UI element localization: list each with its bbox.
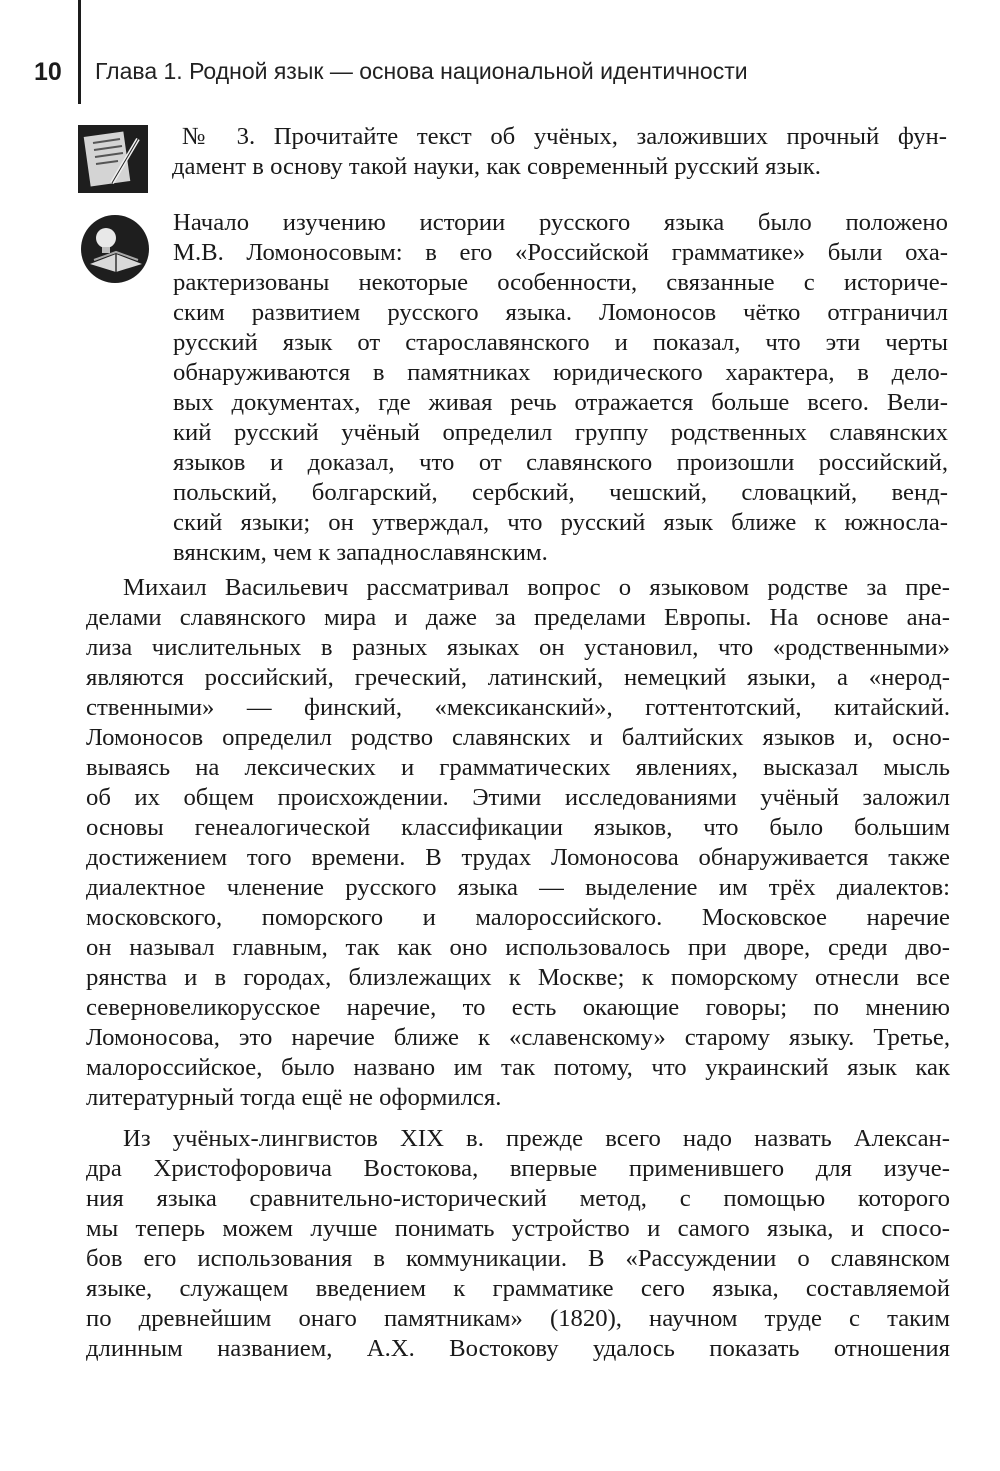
- text-line: он называл главным, так как оно использовалось при дворе, среди дво-: [86, 934, 950, 961]
- page-number: 10: [34, 58, 62, 86]
- task-notebook-icon: [78, 125, 148, 193]
- text-line: русский язык от старославянского и показал, что эти черты: [173, 329, 948, 356]
- text-line: северновеликорусское наречие, то есть окающие говоры; по мнению: [86, 994, 950, 1021]
- text-line: мы теперь можем лучше понимать устройство и самого языка, и спосо-: [86, 1215, 950, 1242]
- text-line: основы генеалогической классификации языков, что было большим: [86, 814, 950, 841]
- text-line: рянства и в городах, близлежащих к Москве; к поморскому отнесли все: [86, 964, 950, 991]
- text-line: Михаил Васильевич рассматривал вопрос о языковом родстве за пре-: [123, 574, 950, 601]
- text-line: ственными» — финский, «мексиканский», готтентотский, китайский.: [86, 694, 950, 721]
- text-line: об их общем происхождении. Этими исследованиями учёный заложил: [86, 784, 950, 811]
- text-line: М.В. Ломоносовым: в его «Российской грамматике» были оха-: [173, 239, 948, 266]
- text-line: длинным названием, А.Х. Востокову удалось показать отношения: [86, 1335, 950, 1362]
- text-line: диалектное членение русского языка — выделение им трёх диалектов:: [86, 874, 950, 901]
- text-line: кий русский учёный определил группу родственных славянских: [173, 419, 948, 446]
- text-line: вых документах, где живая речь отражается больше всего. Вели-: [173, 389, 948, 416]
- text-line: вываясь на лексических и грамматических явлениях, высказал мысль: [86, 754, 950, 781]
- text-line: языков и доказал, что от славянского произошли российский,: [173, 449, 948, 476]
- header-rule: [78, 0, 81, 104]
- text-line: ния языка сравнительно-исторический метод, с помощью которого: [86, 1185, 950, 1212]
- text-line: обнаруживаются в памятниках юридического характера, в дело-: [173, 359, 948, 386]
- task-block: [172, 122, 947, 184]
- text-line: языке, служащем введением к грамматике сего языка, составляемой: [86, 1275, 950, 1302]
- text-line: достижением того времени. В трудах Ломоносова обнаруживается также: [86, 844, 950, 871]
- text-line: являются российский, греческий, латинский, немецкий языки, а «нерод-: [86, 664, 950, 691]
- text-line: лиза числительных в разных языках он установил, что «родственными»: [86, 634, 950, 661]
- text-line: бов его использования в коммуникации. В «Рассуждении о славянском: [86, 1245, 950, 1272]
- text-line: Начало изучению истории русского языка было положено: [173, 209, 948, 236]
- text-line: по древнейшим онаго памятникам» (1820), научном труде с таким: [86, 1305, 950, 1332]
- text-line: делами славянского мира и даже за пределами Европы. На основе ана-: [86, 604, 950, 631]
- text-line: Из учёных-лингвистов XIX в. прежде всего надо назвать Алексан-: [123, 1125, 950, 1152]
- text-line: ским развитием русского языка. Ломоносов чётко отграничил: [173, 299, 948, 326]
- text-line: Ломоносова, это наречие ближе к «славенскому» старому языку. Третье,: [86, 1024, 950, 1051]
- text-line: вянским, чем к западнославянским.: [173, 539, 548, 566]
- paragraph-lomonosov: [86, 573, 950, 1113]
- paragraph-intro: [173, 208, 948, 568]
- text-line: литературный тогда ещё не оформился.: [86, 1084, 502, 1111]
- text-line: ский языки; он утверждал, что русский язык ближе к южносла-: [173, 509, 948, 536]
- text-line: польский, болгарский, сербский, чешский, словацкий, венд-: [173, 479, 948, 506]
- text-line: рактеризованы некоторые особенности, связанные с историче-: [173, 269, 948, 296]
- text-line: дра Христофоровича Востокова, впервые применившего для изуче-: [86, 1155, 950, 1182]
- text-line: малороссийское, было названо им так потому, что украинский язык как: [86, 1054, 950, 1081]
- text-line: московского, поморского и малороссийского. Московское наречие: [86, 904, 950, 931]
- text-line: Ломоносов определил родство славянских и балтийских языков и, осно-: [86, 724, 950, 751]
- running-title: Глава 1. Родной язык — основа национальной идентичности: [95, 58, 748, 84]
- paragraph-vostokov: [86, 1124, 950, 1364]
- task-line: № 3. Прочитайте текст об учёных, заложивших прочный фун-: [182, 123, 947, 150]
- reading-lightbulb-icon: [80, 214, 150, 284]
- task-line: дамент в основу такой науки, как современный русский язык.: [172, 153, 821, 180]
